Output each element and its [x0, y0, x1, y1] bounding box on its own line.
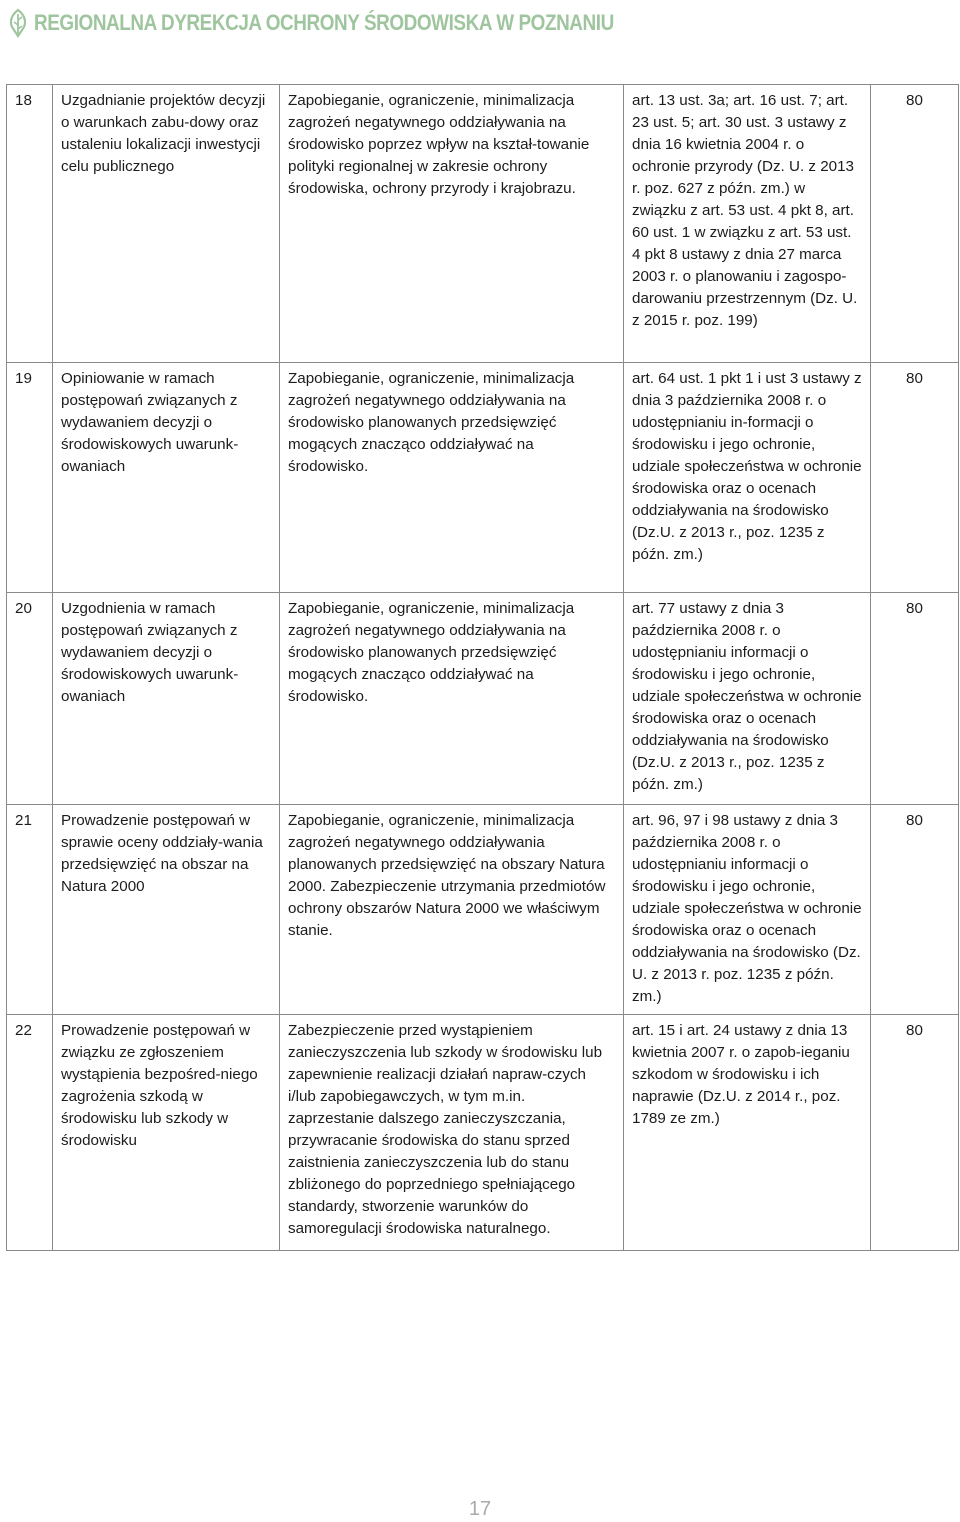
- row-number: 21: [7, 805, 53, 1015]
- table-row: [7, 1015, 959, 1251]
- table-row: [7, 85, 959, 363]
- page-number: 17: [468, 1498, 492, 1520]
- task-goal: Zapobieganie, ograniczenie, minimalizacja zagrożeń negatywnego oddziaływania na środowisko planowanych przedsięwzięć mogących znacząco oddziaływać na środowisko.: [280, 363, 624, 593]
- table-row: [7, 363, 959, 593]
- table-row: [7, 593, 959, 805]
- legal-basis: art. 13 ust. 3a; art. 16 ust. 7; art. 23 ust. 5; art. 30 ust. 3 ustawy z dnia 16 kwietnia 2004 r. o ochronie przyrody (Dz. U. z 2013 r. poz. 627 z późn. zm.) w związku z art. 53 ust. 4 pkt 8, art. 60 ust. 1 w związku z art. 53 ust. 4 pkt 8 ustawy z dnia 27 marca 2003 r. o planowaniu i zagospo-darowaniu przestrzennym (Dz. U. z 2015 r. poz. 199): [624, 85, 871, 363]
- organization-name: REGIONALNA DYREKCJA OCHRONY ŚRODOWISKA W POZNANIU: [34, 10, 614, 35]
- leaf-icon: [8, 8, 28, 38]
- page-header: [8, 6, 708, 40]
- legal-basis: art. 77 ustawy z dnia 3 października 2008 r. o udostępnianiu informacji o środowisku i jego ochronie, udziale społeczeństwa w ochronie środowiska oraz o ocenach oddziaływania na środowisko (Dz.U. z 2013 r., poz. 1235 z późn. zm.): [624, 593, 871, 805]
- task-name: Prowadzenie postępowań w sprawie oceny oddziały-wania przedsięwzięć na obszar na Natura 2000: [53, 805, 280, 1015]
- row-number: 18: [7, 85, 53, 363]
- legal-basis: art. 96, 97 i 98 ustawy z dnia 3 października 2008 r. o udostępnianiu informacji o środowisku i jego ochronie, udziale społeczeństwa w ochronie środowiska oraz o ocenach oddziaływania na środowisko (Dz. U. z 2013 r. poz. 1235 z późn. zm.): [624, 805, 871, 1015]
- points-value: 80: [871, 1015, 959, 1251]
- task-goal: Zapobieganie, ograniczenie, minimalizacja zagrożeń negatywnego oddziaływania na środowisko planowanych przedsięwzięć mogących znacząco oddziaływać na środowisko.: [280, 593, 624, 805]
- legal-basis: art. 15 i art. 24 ustawy z dnia 13 kwietnia 2007 r. o zapob-ieganiu szkodom w środowisku i ich naprawie (Dz.U. z 2014 r., poz. 1789 ze zm.): [624, 1015, 871, 1251]
- points-value: 80: [871, 363, 959, 593]
- row-number: 19: [7, 363, 53, 593]
- points-value: 80: [871, 805, 959, 1015]
- table-row: [7, 805, 959, 1015]
- points-value: 80: [871, 593, 959, 805]
- task-name: Uzgadnianie projektów decyzji o warunkach zabu-dowy oraz ustaleniu lokalizacji inwestycji celu publicznego: [53, 85, 280, 363]
- task-name: Uzgodnienia w ramach postępowań związanych z wydawaniem decyzji o środowiskowych uwarunk-owaniach: [53, 593, 280, 805]
- task-goal: Zapobieganie, ograniczenie, minimalizacja zagrożeń negatywnego oddziaływania na środowisko poprzez wpływ na kształ-towanie polityki regionalnej w zakresie ochrony środowiska, ochrony przyrody i krajobrazu.: [280, 85, 624, 363]
- task-name: Opiniowanie w ramach postępowań związanych z wydawaniem decyzji o środowiskowych uwarunk-owaniach: [53, 363, 280, 593]
- task-name: Prowadzenie postępowań w związku ze zgłoszeniem wystąpienia bezpośred-niego zagrożenia szkodą w środowisku lub szkody w środowisku: [53, 1015, 280, 1251]
- task-goal: Zapobieganie, ograniczenie, minimalizacja zagrożeń negatywnego oddziaływania planowanych przedsięwzięć na obszary Natura 2000. Zabezpieczenie utrzymania przedmiotów ochrony obszarów Natura 2000 we właściwym stanie.: [280, 805, 624, 1015]
- task-goal: Zabezpieczenie przed wystąpieniem zanieczyszczenia lub szkody w środowisku lub zapewnienie realizacji działań napraw-czych i/lub zapobiegawczych, w tym m.in. zaprzestanie dalszego zanieczyszczania, przywracanie środowiska do stanu sprzed zaistnienia zanieczyszczenia lub do stanu zbliżonego do poprzedniego spełniającego standardy, stworzenie warunków do samoregulacji środowiska naturalnego.: [280, 1015, 624, 1251]
- row-number: 20: [7, 593, 53, 805]
- legal-basis: art. 64 ust. 1 pkt 1 i ust 3 ustawy z dnia 3 października 2008 r. o udostępnianiu in-formacji o środowisku i jego ochronie, udziale społeczeństwa w ochronie środowiska oraz o ocenach oddziaływania na środowisko (Dz.U. z 2013 r., poz. 1235 z późn. zm.): [624, 363, 871, 593]
- points-value: 80: [871, 85, 959, 363]
- row-number: 22: [7, 1015, 53, 1251]
- tasks-table: [6, 84, 959, 1251]
